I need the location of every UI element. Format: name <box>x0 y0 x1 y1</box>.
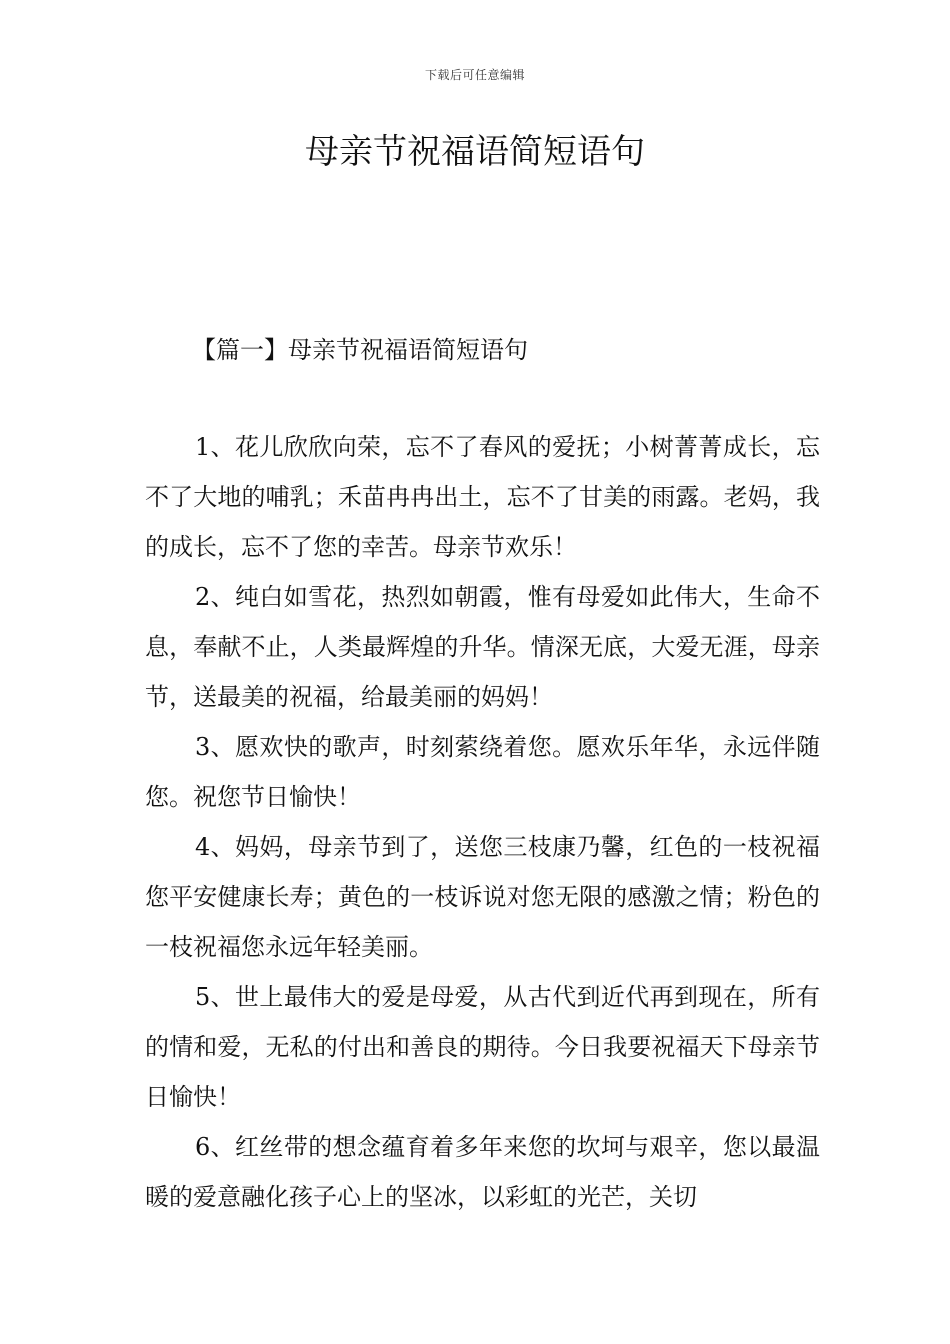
paragraph-1: 1、花儿欣欣向荣，忘不了春风的爱抚；小树菁菁成长，忘不了大地的哺乳；禾苗冉冉出土，忘不了甘美的雨露。老妈，我的成长，忘不了您的幸苦。母亲节欢乐！ <box>145 433 820 561</box>
paragraph-5: 5、世上最伟大的爱是母爱，从古代到近代再到现在，所有的情和爱，无私的付出和善良的期待。今日我要祝福天下母亲节日愉快！ <box>145 983 820 1111</box>
paragraph-3: 3、愿欢快的歌声，时刻萦绕着您。愿欢乐年华，永远伴随您。祝您节日愉快！ <box>145 733 820 811</box>
header-note: 下载后可任意编辑 <box>424 68 525 82</box>
paragraph-4: 4、妈妈，母亲节到了，送您三枝康乃馨，红色的一枝祝福您平安健康长寿；黄色的一枝诉说对您无限的感激之情；粉色的一枝祝福您永远年轻美丽。 <box>145 833 820 961</box>
section-heading: 【篇一】母亲节祝福语简短语句 <box>192 336 528 364</box>
paragraph-6: 6、红丝带的想念蕴育着多年来您的坎坷与艰辛，您以最温暖的爱意融化孩子心上的坚冰，以彩虹的光芒，关切 <box>145 1133 820 1211</box>
document-title: 母亲节祝福语简短语句 <box>305 132 645 172</box>
paragraph-2: 2、纯白如雪花，热烈如朝霞，惟有母爱如此伟大，生命不息，奉献不止，人类最辉煌的升华。情深无底，大爱无涯，母亲节，送最美的祝福，给最美丽的妈妈！ <box>145 583 820 711</box>
body-text <box>145 422 820 1222</box>
